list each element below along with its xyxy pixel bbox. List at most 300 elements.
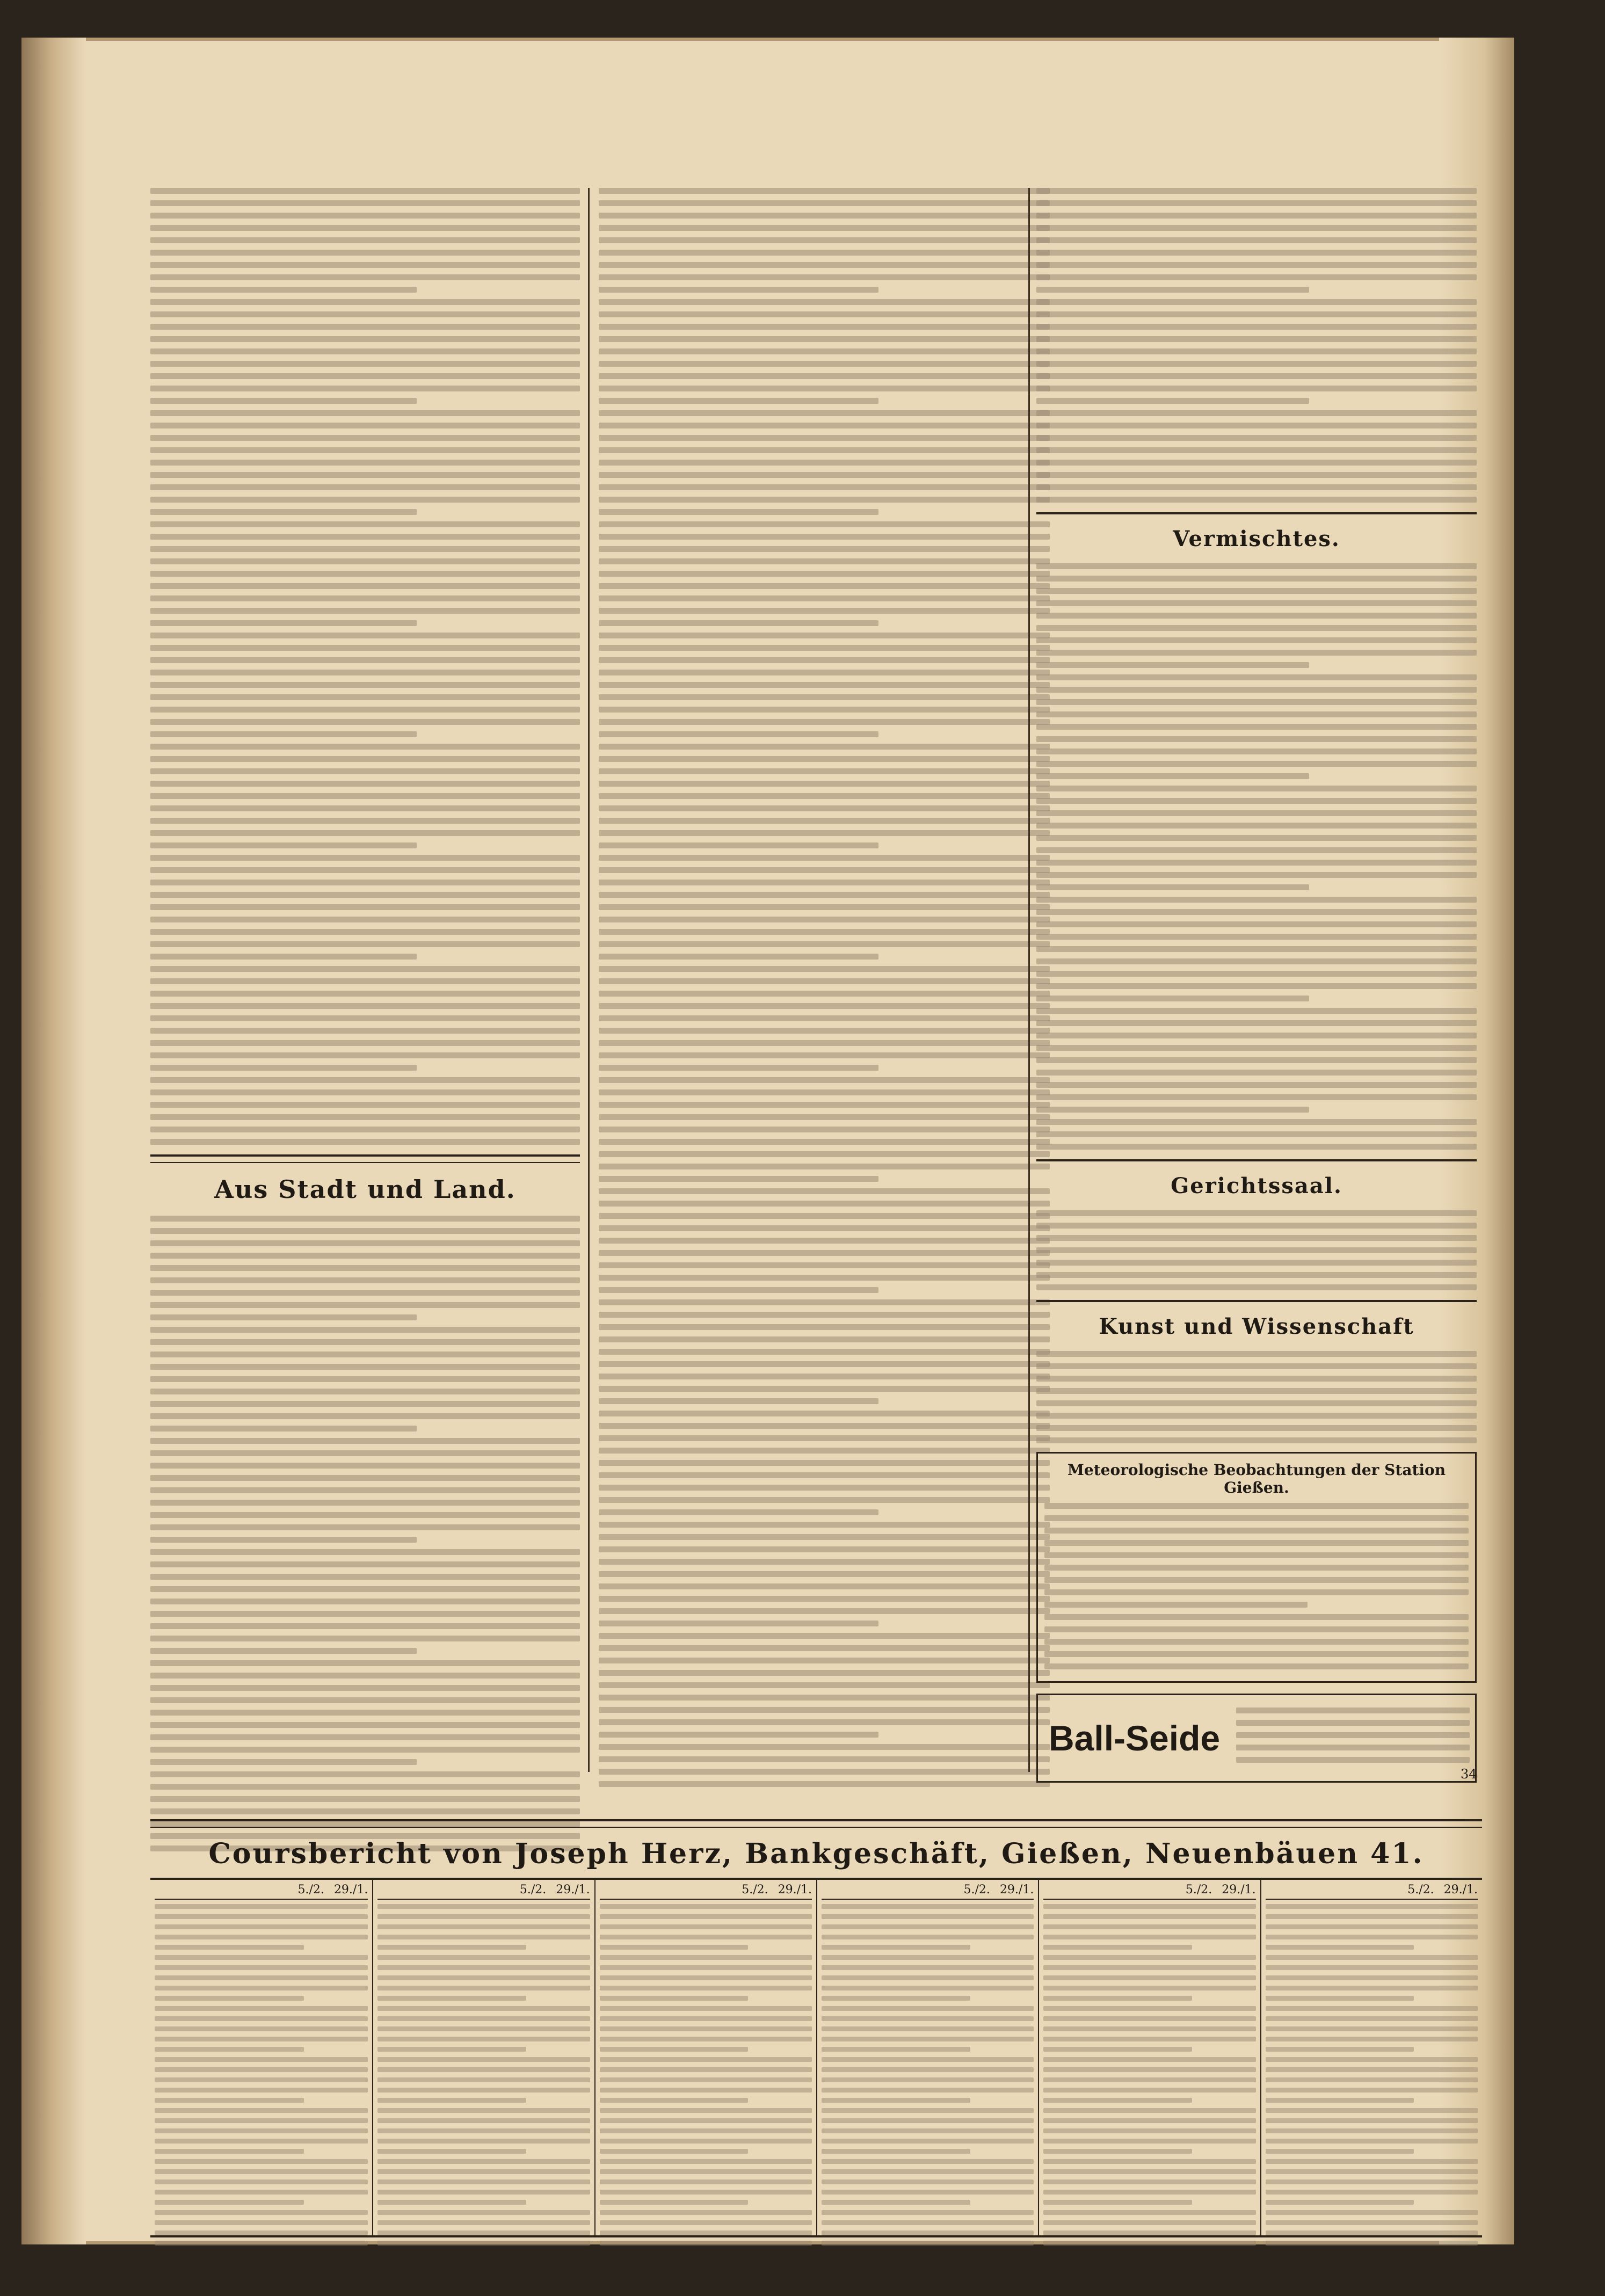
- text-line: [1036, 423, 1477, 428]
- table-row: [1266, 1914, 1478, 1919]
- bank-column: [150, 1880, 372, 2235]
- article-text: [1036, 563, 1477, 1150]
- text-line: [599, 793, 1050, 799]
- text-line: [150, 954, 417, 960]
- newspaper-page: [21, 38, 1514, 2244]
- text-line: [599, 447, 1050, 453]
- text-line: [599, 1077, 1050, 1083]
- text-line: [599, 1028, 1050, 1034]
- text-line: [1036, 188, 1477, 194]
- bank-column-body: [377, 1904, 590, 2246]
- date-a: 5./2.: [963, 1883, 990, 1897]
- text-line: [599, 1608, 1050, 1614]
- table-row: [600, 2159, 812, 2164]
- text-line: [599, 583, 1050, 589]
- table-row: [822, 2077, 1034, 2082]
- text-line: [1044, 1503, 1469, 1509]
- text-line: [1036, 484, 1477, 490]
- table-row: [155, 1996, 304, 2001]
- table-row: [377, 1955, 590, 1960]
- text-line: [150, 1290, 580, 1296]
- table-row: [822, 2057, 1034, 2062]
- table-row: [822, 1914, 1034, 1919]
- text-line: [1036, 971, 1477, 977]
- text-line: [1036, 262, 1477, 268]
- text-line: [599, 1139, 1050, 1145]
- table-row: [155, 1935, 368, 1939]
- bank-column-header: [600, 1883, 812, 1900]
- text-line: [150, 1277, 580, 1283]
- table-row: [155, 2037, 368, 2041]
- table-row: [1043, 2098, 1192, 2103]
- text-line: [599, 1497, 1050, 1503]
- table-row: [822, 2230, 1034, 2235]
- text-line: [599, 1349, 1050, 1355]
- table-row: [155, 2108, 368, 2113]
- text-line: [150, 633, 580, 638]
- section-rule: [1036, 512, 1477, 514]
- table-row: [155, 1965, 368, 1970]
- text-line: [150, 1364, 580, 1370]
- text-line: [599, 250, 1050, 256]
- text-line: [150, 1586, 580, 1592]
- text-line: [150, 781, 580, 787]
- text-line: [150, 386, 580, 391]
- text-line: [599, 954, 878, 960]
- table-row: [600, 2230, 812, 2235]
- table-row: [822, 2026, 1034, 2031]
- table-row: [155, 1986, 368, 1990]
- table-row: [822, 1975, 1034, 1980]
- table-row: [822, 1904, 1034, 1909]
- text-line: [599, 1744, 1050, 1750]
- text-line: [150, 805, 580, 811]
- text-line: [1044, 1614, 1469, 1620]
- table-row: [155, 2098, 304, 2103]
- text-line: [1044, 1589, 1469, 1595]
- text-line: [150, 855, 580, 861]
- text-line: [599, 1238, 1050, 1244]
- text-line: [599, 472, 1050, 478]
- table-row: [377, 1924, 590, 1929]
- text-line: [599, 1127, 1050, 1132]
- text-line: [1036, 921, 1477, 927]
- text-line: [599, 1695, 1050, 1701]
- text-line: [150, 1475, 580, 1481]
- text-line: [150, 1611, 580, 1617]
- text-line: [1036, 460, 1477, 466]
- table-row: [600, 2169, 812, 2174]
- table-row: [1266, 2057, 1478, 2062]
- text-line: [150, 978, 580, 984]
- text-line: [150, 583, 580, 589]
- text-line: [599, 744, 1050, 750]
- date-b: 29./1.: [333, 1883, 368, 1897]
- text-line: [150, 1537, 417, 1543]
- text-line: [599, 1583, 1050, 1589]
- text-line: [1044, 1515, 1469, 1521]
- bank-column-header: [822, 1883, 1034, 1900]
- text-line: [150, 225, 580, 231]
- text-line: [150, 509, 417, 515]
- date-a: 5./2.: [297, 1883, 324, 1897]
- text-line: [599, 1509, 878, 1515]
- table-row: [600, 2037, 812, 2041]
- text-line: [150, 744, 580, 750]
- table-row: [155, 2118, 368, 2123]
- text-line: [150, 1065, 417, 1071]
- table-row: [155, 2149, 304, 2154]
- text-line: [599, 398, 878, 404]
- bank-column: [816, 1880, 1038, 2235]
- text-line: [150, 793, 580, 799]
- text-line: [150, 1673, 580, 1679]
- text-line: [599, 225, 1050, 231]
- table-row: [1043, 1935, 1255, 1939]
- text-line: [599, 694, 1050, 700]
- text-line: [1036, 699, 1477, 705]
- table-row: [822, 2220, 1034, 2225]
- table-row: [822, 2098, 970, 2103]
- text-line: [599, 1472, 1050, 1478]
- text-line: [599, 805, 1050, 811]
- table-row: [155, 1914, 368, 1919]
- table-row: [822, 1996, 970, 2001]
- table-row: [377, 1986, 590, 1990]
- text-line: [150, 768, 580, 774]
- table-row: [377, 2210, 590, 2215]
- text-line: [599, 1756, 1050, 1762]
- text-line: [1036, 934, 1477, 940]
- text-line: [150, 410, 580, 416]
- article-text: [599, 188, 1050, 1787]
- text-line: [599, 435, 1050, 441]
- text-line: [150, 1102, 580, 1108]
- heading-kunst: Kunst und Wissenschaft: [1099, 1314, 1414, 1339]
- table-row: [1043, 2016, 1255, 2021]
- text-line: [599, 1003, 1050, 1009]
- text-line: [1036, 786, 1477, 791]
- table-row: [155, 2006, 368, 2011]
- text-line: [150, 213, 580, 219]
- text-line: [1036, 287, 1309, 293]
- text-line: [1036, 810, 1477, 816]
- text-line: [150, 1127, 580, 1132]
- text-line: [150, 1636, 580, 1641]
- text-line: [599, 855, 1050, 861]
- table-row: [377, 2169, 590, 2174]
- text-line: [1236, 1745, 1470, 1750]
- text-line: [599, 1621, 878, 1626]
- table-row: [377, 1945, 526, 1950]
- table-row: [1043, 2200, 1192, 2205]
- table-row: [1266, 1945, 1414, 1950]
- text-line: [150, 484, 580, 490]
- text-line: [599, 1460, 1050, 1466]
- table-row: [1266, 2200, 1414, 2205]
- text-line: [599, 1102, 1050, 1108]
- text-line: [1036, 662, 1309, 668]
- text-line: [150, 398, 417, 404]
- text-line: [599, 1522, 1050, 1528]
- text-line: [599, 781, 1050, 787]
- text-line: [150, 1352, 580, 1357]
- text-line: [1036, 637, 1477, 643]
- text-line: [150, 287, 417, 293]
- table-row: [1266, 2230, 1478, 2235]
- table-row: [377, 1935, 590, 1939]
- table-row: [155, 1924, 368, 1929]
- text-line: [150, 1040, 580, 1046]
- table-row: [155, 2169, 368, 2174]
- text-line: [150, 250, 580, 256]
- text-line: [150, 435, 580, 441]
- text-line: [150, 929, 580, 935]
- table-row: [1266, 2159, 1478, 2164]
- table-row: [1043, 1955, 1255, 1960]
- text-line: [1036, 563, 1477, 569]
- text-line: [150, 1648, 417, 1654]
- text-line: [1036, 1082, 1477, 1088]
- text-line: [599, 1275, 1050, 1281]
- text-line: [1036, 724, 1477, 730]
- text-line: [1236, 1732, 1470, 1738]
- table-row: [1043, 2128, 1255, 2133]
- bank-column-body: [1266, 1904, 1478, 2246]
- text-line: [150, 694, 580, 700]
- bank-column-body: [1043, 1904, 1255, 2246]
- text-line: [150, 1463, 580, 1469]
- text-line: [150, 904, 580, 910]
- text-line: [150, 1339, 580, 1345]
- text-line: [599, 1571, 1050, 1577]
- text-line: [1036, 847, 1477, 853]
- text-line: [150, 1216, 580, 1222]
- text-line: [599, 1361, 1050, 1367]
- table-row: [600, 2067, 812, 2072]
- table-row: [377, 1975, 590, 1980]
- weather-table-title: Meteorologische Beobachtungen der Station Gießen.: [1067, 1461, 1446, 1496]
- table-row: [155, 2230, 368, 2235]
- table-row: [1266, 2128, 1478, 2133]
- table-row: [600, 2139, 812, 2144]
- table-row: [822, 2128, 1034, 2133]
- text-line: [150, 1089, 580, 1095]
- text-line: [599, 1213, 1050, 1219]
- bank-column: [1260, 1880, 1482, 2235]
- table-row: [155, 1955, 368, 1960]
- table-row: [1266, 1996, 1414, 2001]
- section-rule: [150, 1154, 580, 1163]
- text-line: [1036, 250, 1477, 256]
- text-line: [599, 818, 1050, 824]
- text-line: [599, 348, 1050, 354]
- table-row: [822, 2200, 970, 2205]
- text-line: [150, 447, 580, 453]
- text-line: [1036, 1020, 1477, 1026]
- table-row: [155, 2200, 304, 2205]
- text-line: [150, 1747, 580, 1753]
- text-line: [599, 1114, 1050, 1120]
- text-line: [150, 262, 580, 268]
- text-line: [599, 188, 1050, 194]
- table-row: [600, 2016, 812, 2021]
- text-line: [599, 966, 1050, 972]
- table-row: [155, 2241, 368, 2246]
- text-line: [150, 595, 580, 601]
- table-row: [377, 2006, 590, 2011]
- text-line: [599, 1262, 1050, 1268]
- text-line: [599, 1052, 1050, 1058]
- table-row: [1043, 1965, 1255, 1970]
- table-row: [600, 2006, 812, 2011]
- text-line: [1036, 1260, 1477, 1266]
- text-line: [150, 1524, 580, 1530]
- table-row: [377, 1904, 590, 1909]
- table-row: [1266, 2098, 1414, 2103]
- table-row: [377, 2190, 590, 2195]
- text-line: [599, 731, 878, 737]
- table-row: [822, 2241, 1034, 2246]
- text-line: [599, 1151, 1050, 1157]
- text-line: [150, 324, 580, 330]
- table-row: [600, 2118, 812, 2123]
- bank-column-header: [377, 1883, 590, 1900]
- text-line: [1036, 1033, 1477, 1038]
- table-row: [1043, 2230, 1255, 2235]
- text-line: [1036, 361, 1477, 367]
- table-row: [822, 2190, 1034, 2195]
- text-line: [599, 1287, 878, 1293]
- weather-table: [1036, 1452, 1477, 1683]
- text-line: [1044, 1528, 1469, 1534]
- bank-column: [372, 1880, 594, 2235]
- text-line: [599, 1682, 1050, 1688]
- text-line: [599, 1225, 1050, 1231]
- text-line: [150, 818, 580, 824]
- table-row: [600, 2220, 812, 2225]
- text-line: [1036, 1094, 1477, 1100]
- text-line: [599, 830, 1050, 836]
- table-row: [1266, 2077, 1478, 2082]
- text-line: [1036, 798, 1477, 804]
- table-row: [155, 1975, 368, 1980]
- table-row: [155, 2220, 368, 2225]
- text-line: [1036, 336, 1477, 342]
- table-row: [377, 2220, 590, 2225]
- table-row: [377, 2088, 590, 2092]
- text-line: [150, 670, 580, 675]
- text-line: [150, 1314, 417, 1320]
- date-b: 29./1.: [999, 1883, 1034, 1897]
- text-line: [150, 1784, 580, 1790]
- table-row: [155, 1904, 368, 1909]
- table-row: [377, 2047, 526, 2052]
- text-line: [150, 188, 580, 194]
- text-line: [1036, 1413, 1477, 1419]
- bank-report-title: Coursbericht von Joseph Herz, Bankgeschäft, Gießen, Neuenbäuen 41.: [208, 1837, 1424, 1870]
- text-line: [150, 1052, 580, 1058]
- text-line: [150, 1487, 580, 1493]
- book-spine: [21, 38, 86, 2244]
- text-line: [1036, 1272, 1477, 1278]
- text-line: [599, 521, 1050, 527]
- text-line: [1036, 200, 1477, 206]
- text-line: [1036, 497, 1477, 503]
- date-b: 29./1.: [556, 1883, 590, 1897]
- text-line: [1036, 386, 1477, 391]
- table-row: [377, 2098, 526, 2103]
- text-line: [599, 682, 1050, 688]
- text-line: [599, 546, 1050, 552]
- table-row: [155, 2016, 368, 2021]
- text-line: [150, 1623, 580, 1629]
- table-row: [600, 2128, 812, 2133]
- text-line: [1036, 1008, 1477, 1014]
- table-row: [1266, 2169, 1478, 2174]
- table-row: [600, 1935, 812, 1939]
- text-line: [1036, 1400, 1477, 1406]
- date-a: 5./2.: [1185, 1883, 1212, 1897]
- table-row: [1266, 2016, 1478, 2021]
- text-line: [150, 1389, 580, 1394]
- table-row: [600, 2241, 812, 2246]
- table-row: [1266, 1924, 1478, 1929]
- text-line: [150, 719, 580, 725]
- table-row: [1043, 2118, 1255, 2123]
- text-line: [599, 1448, 1050, 1454]
- heading-gerichtssaal: Gerichtssaal.: [1171, 1173, 1342, 1198]
- text-line: [1036, 749, 1477, 754]
- text-line: [599, 1201, 1050, 1207]
- text-line: [1036, 823, 1477, 829]
- table-row: [822, 1955, 1034, 1960]
- table-row: [600, 2179, 812, 2184]
- table-row: [1043, 1914, 1255, 1919]
- table-row: [822, 2088, 1034, 2092]
- table-row: [600, 1945, 749, 1950]
- text-line: [599, 497, 1050, 503]
- text-line: [1036, 872, 1477, 878]
- text-line: [599, 1089, 1050, 1095]
- table-row: [155, 2159, 368, 2164]
- text-line: [1036, 625, 1477, 631]
- table-row: [155, 2210, 368, 2215]
- text-line: [599, 892, 1050, 898]
- text-line: [599, 595, 1050, 601]
- section-rule: [1036, 1300, 1477, 1302]
- text-line: [1036, 1057, 1477, 1063]
- table-row: [600, 1914, 812, 1919]
- table-row: [155, 2047, 304, 2052]
- text-line: [150, 1028, 580, 1034]
- text-line: [1044, 1639, 1469, 1645]
- text-line: [1036, 773, 1309, 779]
- text-line: [599, 1546, 1050, 1552]
- table-row: [155, 2077, 368, 2082]
- table-row: [377, 2241, 590, 2246]
- table-row: [1043, 2241, 1255, 2246]
- text-line: [599, 558, 1050, 564]
- article-text: [150, 188, 580, 1145]
- text-line: [1036, 674, 1477, 680]
- text-line: [150, 1401, 580, 1407]
- text-line: [150, 731, 417, 737]
- text-line: [150, 1253, 580, 1259]
- text-line: [150, 892, 580, 898]
- table-row: [600, 2098, 749, 2103]
- text-line: [599, 460, 1050, 466]
